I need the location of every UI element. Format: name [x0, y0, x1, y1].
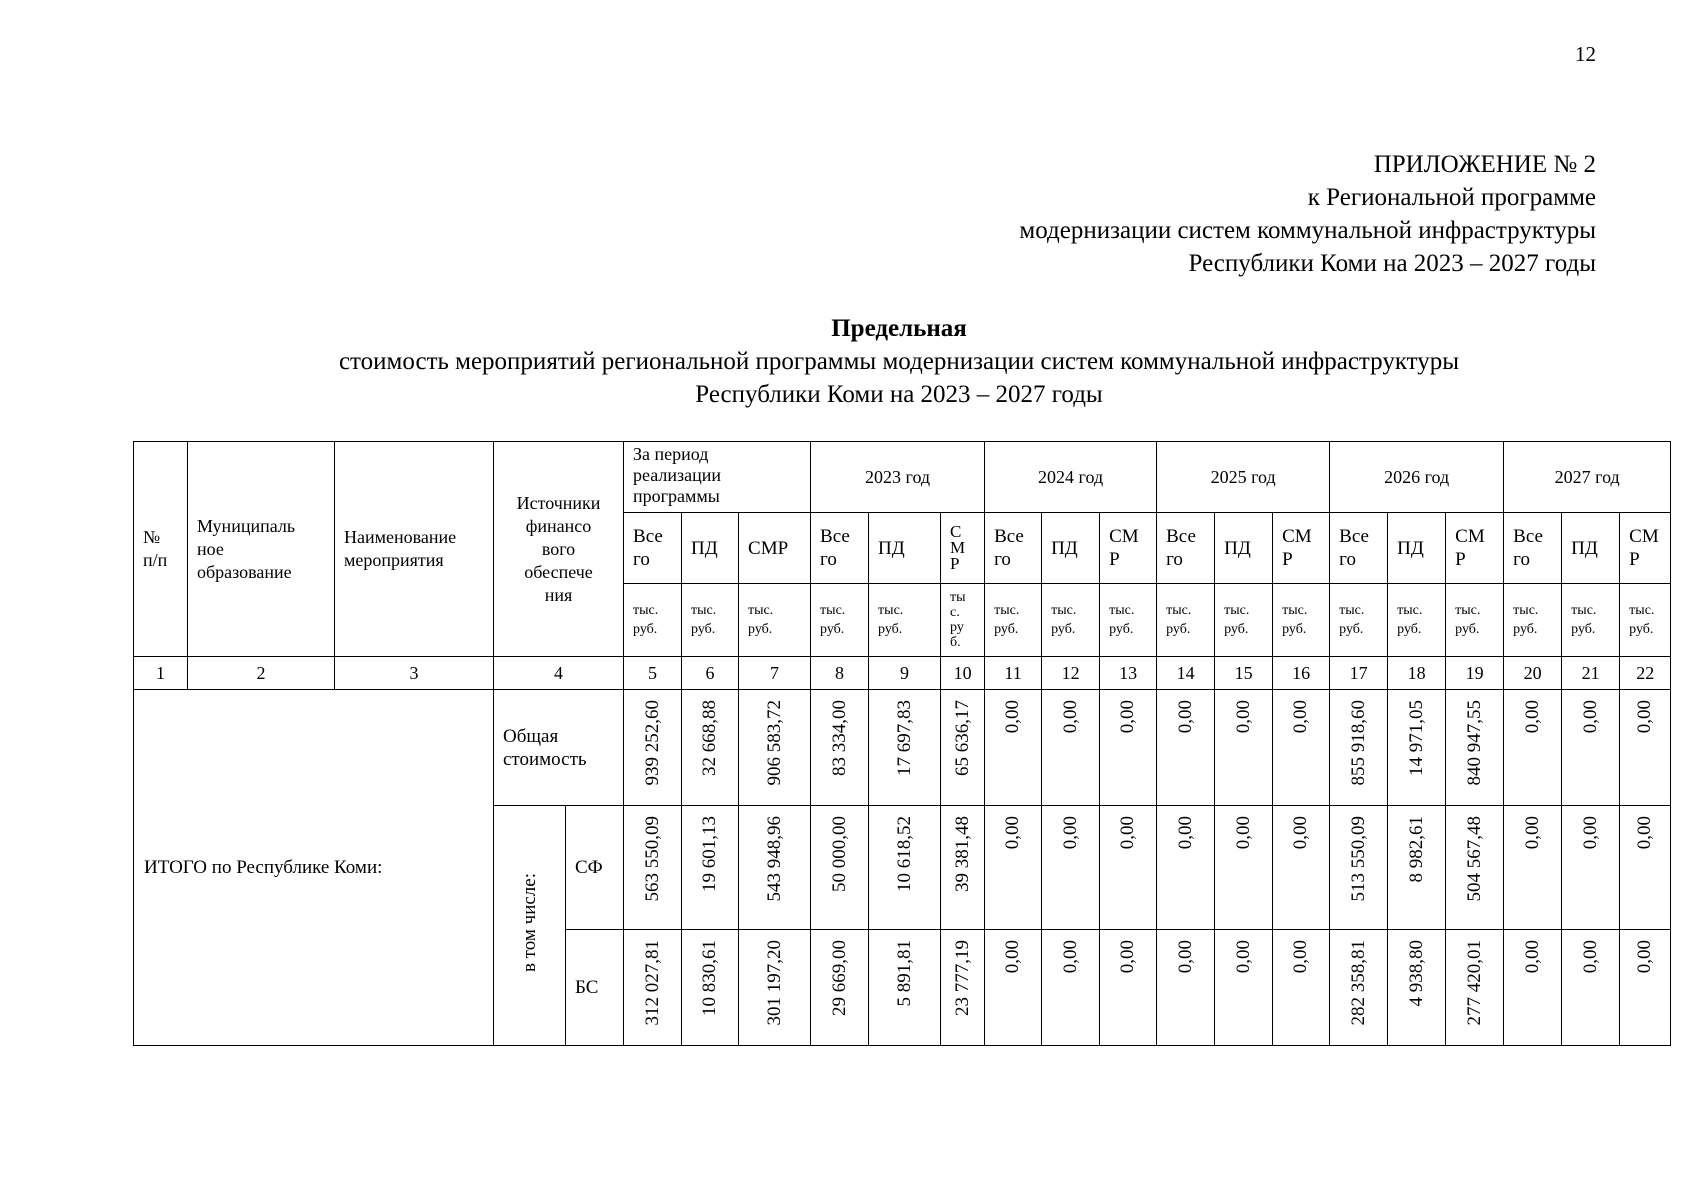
column-number: 13	[1100, 657, 1157, 690]
value-cell	[1562, 690, 1620, 806]
value-text: 0,00	[1174, 700, 1196, 734]
unit-text: руб.	[1166, 622, 1191, 637]
value-text: 14 971,05	[1405, 700, 1427, 776]
subheader-smr	[1100, 513, 1157, 584]
value-text: 0,00	[1521, 816, 1543, 850]
header-year-2026: 2026 год	[1330, 442, 1504, 513]
subheader-text: СМ	[1629, 526, 1659, 547]
unit-label	[985, 584, 1042, 657]
header-text: обеспече	[524, 561, 593, 582]
unit-label	[1504, 584, 1562, 657]
title-line: Республики Коми на 2023 – 2027 годы	[695, 381, 1103, 408]
value-text: 543 948,96	[763, 816, 785, 902]
subheader-total	[985, 513, 1042, 584]
subheader-text: го	[1513, 549, 1530, 570]
source-regional: БС	[566, 930, 624, 1046]
column-number: 1	[134, 657, 188, 690]
header-text: финансо	[525, 515, 592, 536]
value-cell	[1562, 930, 1620, 1046]
value-text: 50 000,00	[828, 816, 850, 892]
unit-text: тыс.	[1513, 603, 1539, 618]
value-cell	[869, 690, 941, 806]
subheader-text: Р	[1629, 549, 1640, 570]
including-label: в том числе:	[518, 873, 540, 973]
value-cell	[985, 806, 1042, 930]
column-number: 12	[1042, 657, 1100, 690]
value-cell	[811, 930, 869, 1046]
value-cell	[1215, 690, 1273, 806]
header-year-2025: 2025 год	[1157, 442, 1330, 513]
header-year-2027: 2027 год	[1504, 442, 1671, 513]
unit-label	[1273, 584, 1330, 657]
header-measure	[335, 442, 494, 657]
document-title	[133, 312, 1665, 411]
value-cell	[682, 690, 739, 806]
unit-text: тыс.	[1282, 603, 1308, 618]
column-number: 9	[869, 657, 941, 690]
value-cell	[1157, 806, 1215, 930]
value-text: 39 381,48	[951, 816, 973, 892]
value-cell	[1215, 930, 1273, 1046]
header-text: Источники	[516, 492, 601, 513]
unit-text: тыс.	[1397, 603, 1423, 618]
unit-label	[1042, 584, 1100, 657]
value-text: 0,00	[1232, 816, 1254, 850]
subheader-smr: СМР	[739, 513, 811, 584]
value-text: 0,00	[1579, 700, 1601, 734]
subheader-text: Все	[1513, 526, 1543, 547]
value-text: 0,00	[1117, 700, 1139, 734]
unit-text: руб.	[1455, 622, 1480, 637]
header-municipality	[188, 442, 335, 657]
value-cell	[985, 690, 1042, 806]
subheader-smr	[941, 513, 985, 584]
value-text: 0,00	[1521, 940, 1543, 974]
column-number: 10	[941, 657, 985, 690]
appendix-heading	[1019, 148, 1596, 280]
column-number: 18	[1388, 657, 1446, 690]
value-cell	[869, 806, 941, 930]
value-text: 23 777,19	[951, 940, 973, 1016]
value-text: 29 669,00	[828, 940, 850, 1016]
appendix-line: к Региональной программе	[1307, 184, 1596, 211]
value-text: 0,00	[1521, 700, 1543, 734]
subheader-text: Р	[1282, 549, 1293, 570]
value-cell	[682, 930, 739, 1046]
subheader-text: Р	[950, 554, 960, 573]
value-text: 83 334,00	[828, 700, 850, 776]
value-text: 840 947,55	[1463, 700, 1485, 786]
value-text: 0,00	[1117, 940, 1139, 974]
value-text: 0,00	[1059, 816, 1081, 850]
unit-text: руб.	[820, 622, 845, 637]
unit-text: тыс.	[1455, 603, 1481, 618]
value-cell	[1620, 690, 1671, 806]
column-number: 8	[811, 657, 869, 690]
source-text: стоимость	[503, 748, 587, 770]
subheader-text: Р	[1109, 549, 1120, 570]
subheader-text: го	[1339, 549, 1356, 570]
value-text: 513 550,09	[1347, 816, 1369, 902]
column-number: 6	[682, 657, 739, 690]
value-cell	[1620, 930, 1671, 1046]
unit-label	[941, 584, 985, 657]
appendix-line: Республики Коми на 2023 – 2027 годы	[1188, 250, 1596, 277]
column-number: 7	[739, 657, 811, 690]
appendix-line: ПРИЛОЖЕНИЕ № 2	[1373, 151, 1596, 178]
value-cell	[1388, 690, 1446, 806]
value-text: 0,00	[1059, 700, 1081, 734]
subheader-text: Все	[1166, 526, 1196, 547]
value-cell	[739, 690, 811, 806]
subheader-text: го	[633, 549, 650, 570]
subheader-text: М	[950, 538, 966, 557]
subheader-text: го	[994, 549, 1011, 570]
unit-label	[1388, 584, 1446, 657]
subheader-total	[1330, 513, 1388, 584]
value-cell	[1330, 690, 1388, 806]
source-total-cost	[494, 690, 624, 806]
value-text: 8 982,61	[1405, 816, 1427, 883]
value-cell	[739, 806, 811, 930]
header-text: реализации	[633, 465, 721, 485]
unit-label	[1620, 584, 1671, 657]
subheader-total	[1504, 513, 1562, 584]
subheader-text: Все	[994, 526, 1024, 547]
column-number: 2	[188, 657, 335, 690]
header-year-2023: 2023 год	[811, 442, 985, 513]
unit-text: руб.	[1109, 622, 1134, 637]
value-text: 282 358,81	[1347, 940, 1369, 1026]
column-number: 19	[1446, 657, 1504, 690]
value-cell	[1446, 806, 1504, 930]
unit-label	[682, 584, 739, 657]
subheader-text: го	[1166, 549, 1183, 570]
value-text: 0,00	[1002, 816, 1024, 850]
column-number: 3	[335, 657, 494, 690]
value-cell	[1446, 930, 1504, 1046]
unit-label	[624, 584, 682, 657]
value-text: 5 891,81	[893, 940, 915, 1007]
subheader-total	[811, 513, 869, 584]
header-text: Наименование	[344, 527, 457, 547]
value-cell	[941, 930, 985, 1046]
unit-text: тыс.	[994, 603, 1020, 618]
value-cell	[941, 806, 985, 930]
value-text: 0,00	[1232, 700, 1254, 734]
header-text: образование	[197, 561, 292, 582]
unit-text: тыс.	[1166, 603, 1192, 618]
unit-text: тыс.	[1629, 603, 1655, 618]
header-program-period	[624, 442, 811, 513]
source-federal: СФ	[566, 806, 624, 930]
value-text: 0,00	[1232, 940, 1254, 974]
unit-text: тыс.	[1109, 603, 1135, 618]
unit-text: руб.	[1339, 622, 1364, 637]
value-text: 0,00	[1002, 940, 1024, 974]
header-text: ния	[544, 584, 573, 605]
value-text: 0,00	[1174, 940, 1196, 974]
value-cell	[1157, 930, 1215, 1046]
subheader-pd: ПД	[1215, 513, 1273, 584]
value-cell	[869, 930, 941, 1046]
unit-text: тыс.	[1051, 603, 1077, 618]
header-text: №	[143, 527, 161, 547]
unit-text: тыс.	[1224, 603, 1250, 618]
header-text: Муниципаль	[197, 515, 296, 536]
value-text: 0,00	[1634, 940, 1656, 974]
column-number: 20	[1504, 657, 1562, 690]
value-cell	[1273, 930, 1330, 1046]
unit-text: тыс.	[878, 603, 904, 618]
unit-label	[739, 584, 811, 657]
column-number: 15	[1215, 657, 1273, 690]
subheader-pd: ПД	[869, 513, 941, 584]
unit-text: руб.	[633, 622, 658, 637]
value-cell	[811, 690, 869, 806]
value-text: 0,00	[1290, 700, 1312, 734]
value-text: 939 252,60	[641, 700, 663, 786]
value-text: 0,00	[1117, 816, 1139, 850]
page-number: 12	[1575, 42, 1596, 66]
unit-text: руб.	[748, 622, 773, 637]
value-cell	[624, 690, 682, 806]
column-number: 4	[494, 657, 624, 690]
value-cell	[1562, 806, 1620, 930]
value-cell	[1504, 690, 1562, 806]
subheader-text: СМ	[1455, 526, 1485, 547]
value-text: 301 197,20	[763, 940, 785, 1026]
title-bold: Предельная	[831, 315, 967, 342]
subheader-text: СМ	[1282, 526, 1312, 547]
subheader-text: Все	[1339, 526, 1369, 547]
value-cell	[1504, 806, 1562, 930]
value-cell	[1273, 690, 1330, 806]
value-cell	[1215, 806, 1273, 930]
unit-label	[1157, 584, 1215, 657]
subheader-smr	[1620, 513, 1671, 584]
unit-text: тыс.	[748, 603, 774, 618]
column-number: 22	[1620, 657, 1671, 690]
header-text: За период	[633, 444, 709, 464]
value-cell	[1446, 690, 1504, 806]
unit-label	[1330, 584, 1388, 657]
subheader-smr	[1273, 513, 1330, 584]
subheader-pd: ПД	[1042, 513, 1100, 584]
value-text: 504 567,48	[1463, 816, 1485, 902]
unit-label	[811, 584, 869, 657]
header-text: вого	[541, 538, 576, 559]
header-text: программы	[633, 486, 720, 506]
header-text: ное	[197, 538, 224, 559]
header-funding-source	[494, 442, 624, 657]
value-cell	[1100, 806, 1157, 930]
unit-text: руб.	[691, 622, 716, 637]
column-number: 14	[1157, 657, 1215, 690]
value-text: 0,00	[1174, 816, 1196, 850]
unit-text: руб.	[1571, 622, 1596, 637]
cost-table	[133, 441, 1671, 1046]
unit-text: с.	[950, 605, 960, 620]
subheader-total	[1157, 513, 1215, 584]
value-cell	[1388, 930, 1446, 1046]
column-number: 21	[1562, 657, 1620, 690]
value-cell	[1388, 806, 1446, 930]
value-text: 4 938,80	[1405, 940, 1427, 1007]
value-cell	[1100, 930, 1157, 1046]
value-cell	[811, 806, 869, 930]
total-label: ИТОГО по Республике Коми:	[134, 690, 494, 1046]
subheader-text: С	[950, 522, 962, 541]
subheader-text: СМ	[1109, 526, 1139, 547]
header-text: мероприятия	[344, 550, 444, 570]
value-text: 906 583,72	[763, 700, 785, 786]
value-text: 855 918,60	[1347, 700, 1369, 786]
unit-label	[1562, 584, 1620, 657]
value-text: 17 697,83	[893, 700, 915, 776]
unit-text: ты	[950, 590, 966, 605]
unit-label	[1100, 584, 1157, 657]
subheader-text: го	[820, 549, 837, 570]
unit-text: руб.	[1224, 622, 1249, 637]
unit-text: руб.	[1397, 622, 1422, 637]
value-cell	[1100, 690, 1157, 806]
value-text: 0,00	[1579, 816, 1601, 850]
value-text: 0,00	[1059, 940, 1081, 974]
column-number: 11	[985, 657, 1042, 690]
subheader-smr	[1446, 513, 1504, 584]
value-text: 277 420,01	[1463, 940, 1485, 1026]
value-cell	[682, 806, 739, 930]
unit-text: руб.	[994, 622, 1019, 637]
subheader-text: Р	[1455, 549, 1466, 570]
value-text: 0,00	[1579, 940, 1601, 974]
unit-text: б.	[950, 635, 961, 650]
unit-label	[1215, 584, 1273, 657]
value-text: 312 027,81	[641, 940, 663, 1026]
value-text: 10 618,52	[893, 816, 915, 892]
subheader-pd: ПД	[1388, 513, 1446, 584]
unit-text: руб.	[1051, 622, 1076, 637]
value-text: 0,00	[1290, 940, 1312, 974]
value-text: 19 601,13	[699, 816, 721, 892]
unit-label	[1446, 584, 1504, 657]
value-text: 0,00	[1634, 700, 1656, 734]
header-number	[134, 442, 188, 657]
value-text: 32 668,88	[699, 700, 721, 776]
source-text: Общая	[503, 725, 559, 747]
column-number: 17	[1330, 657, 1388, 690]
value-cell	[624, 806, 682, 930]
value-text: 563 550,09	[641, 816, 663, 902]
appendix-line: модернизации систем коммунальной инфраструктуры	[1019, 217, 1596, 244]
value-cell	[1042, 806, 1100, 930]
value-text: 0,00	[1634, 816, 1656, 850]
unit-text: тыс.	[1571, 603, 1597, 618]
unit-text: тыс.	[1339, 603, 1365, 618]
value-text: 10 830,61	[699, 940, 721, 1016]
unit-text: тыс.	[633, 603, 659, 618]
value-cell	[941, 690, 985, 806]
subheader-pd: ПД	[682, 513, 739, 584]
value-cell	[739, 930, 811, 1046]
unit-text: руб.	[1513, 622, 1538, 637]
unit-text: тыс.	[820, 603, 846, 618]
unit-text: руб.	[1629, 622, 1654, 637]
subheader-text: Все	[633, 526, 663, 547]
value-cell	[624, 930, 682, 1046]
column-number: 5	[624, 657, 682, 690]
title-line: стоимость мероприятий региональной программы модернизации систем коммунальной инфраструктуры	[338, 348, 1460, 375]
subheader-text: Все	[820, 526, 850, 547]
unit-text: тыс.	[691, 603, 717, 618]
value-cell	[985, 930, 1042, 1046]
value-cell	[1157, 690, 1215, 806]
header-text: п/п	[143, 550, 168, 570]
unit-label	[869, 584, 941, 657]
unit-text: ру	[950, 620, 964, 635]
value-cell	[1330, 806, 1388, 930]
unit-text: руб.	[878, 622, 903, 637]
subheader-pd: ПД	[1562, 513, 1620, 584]
value-cell	[1042, 930, 1100, 1046]
value-cell	[1504, 930, 1562, 1046]
value-text: 0,00	[1002, 700, 1024, 734]
unit-text: руб.	[1282, 622, 1307, 637]
header-year-2024: 2024 год	[985, 442, 1157, 513]
value-text: 65 636,17	[951, 700, 973, 776]
value-cell	[1620, 806, 1671, 930]
value-cell	[1330, 930, 1388, 1046]
value-cell	[1042, 690, 1100, 806]
including-label-cell	[494, 806, 566, 1046]
subheader-total	[624, 513, 682, 584]
column-number: 16	[1273, 657, 1330, 690]
value-cell	[1273, 806, 1330, 930]
value-text: 0,00	[1290, 816, 1312, 850]
